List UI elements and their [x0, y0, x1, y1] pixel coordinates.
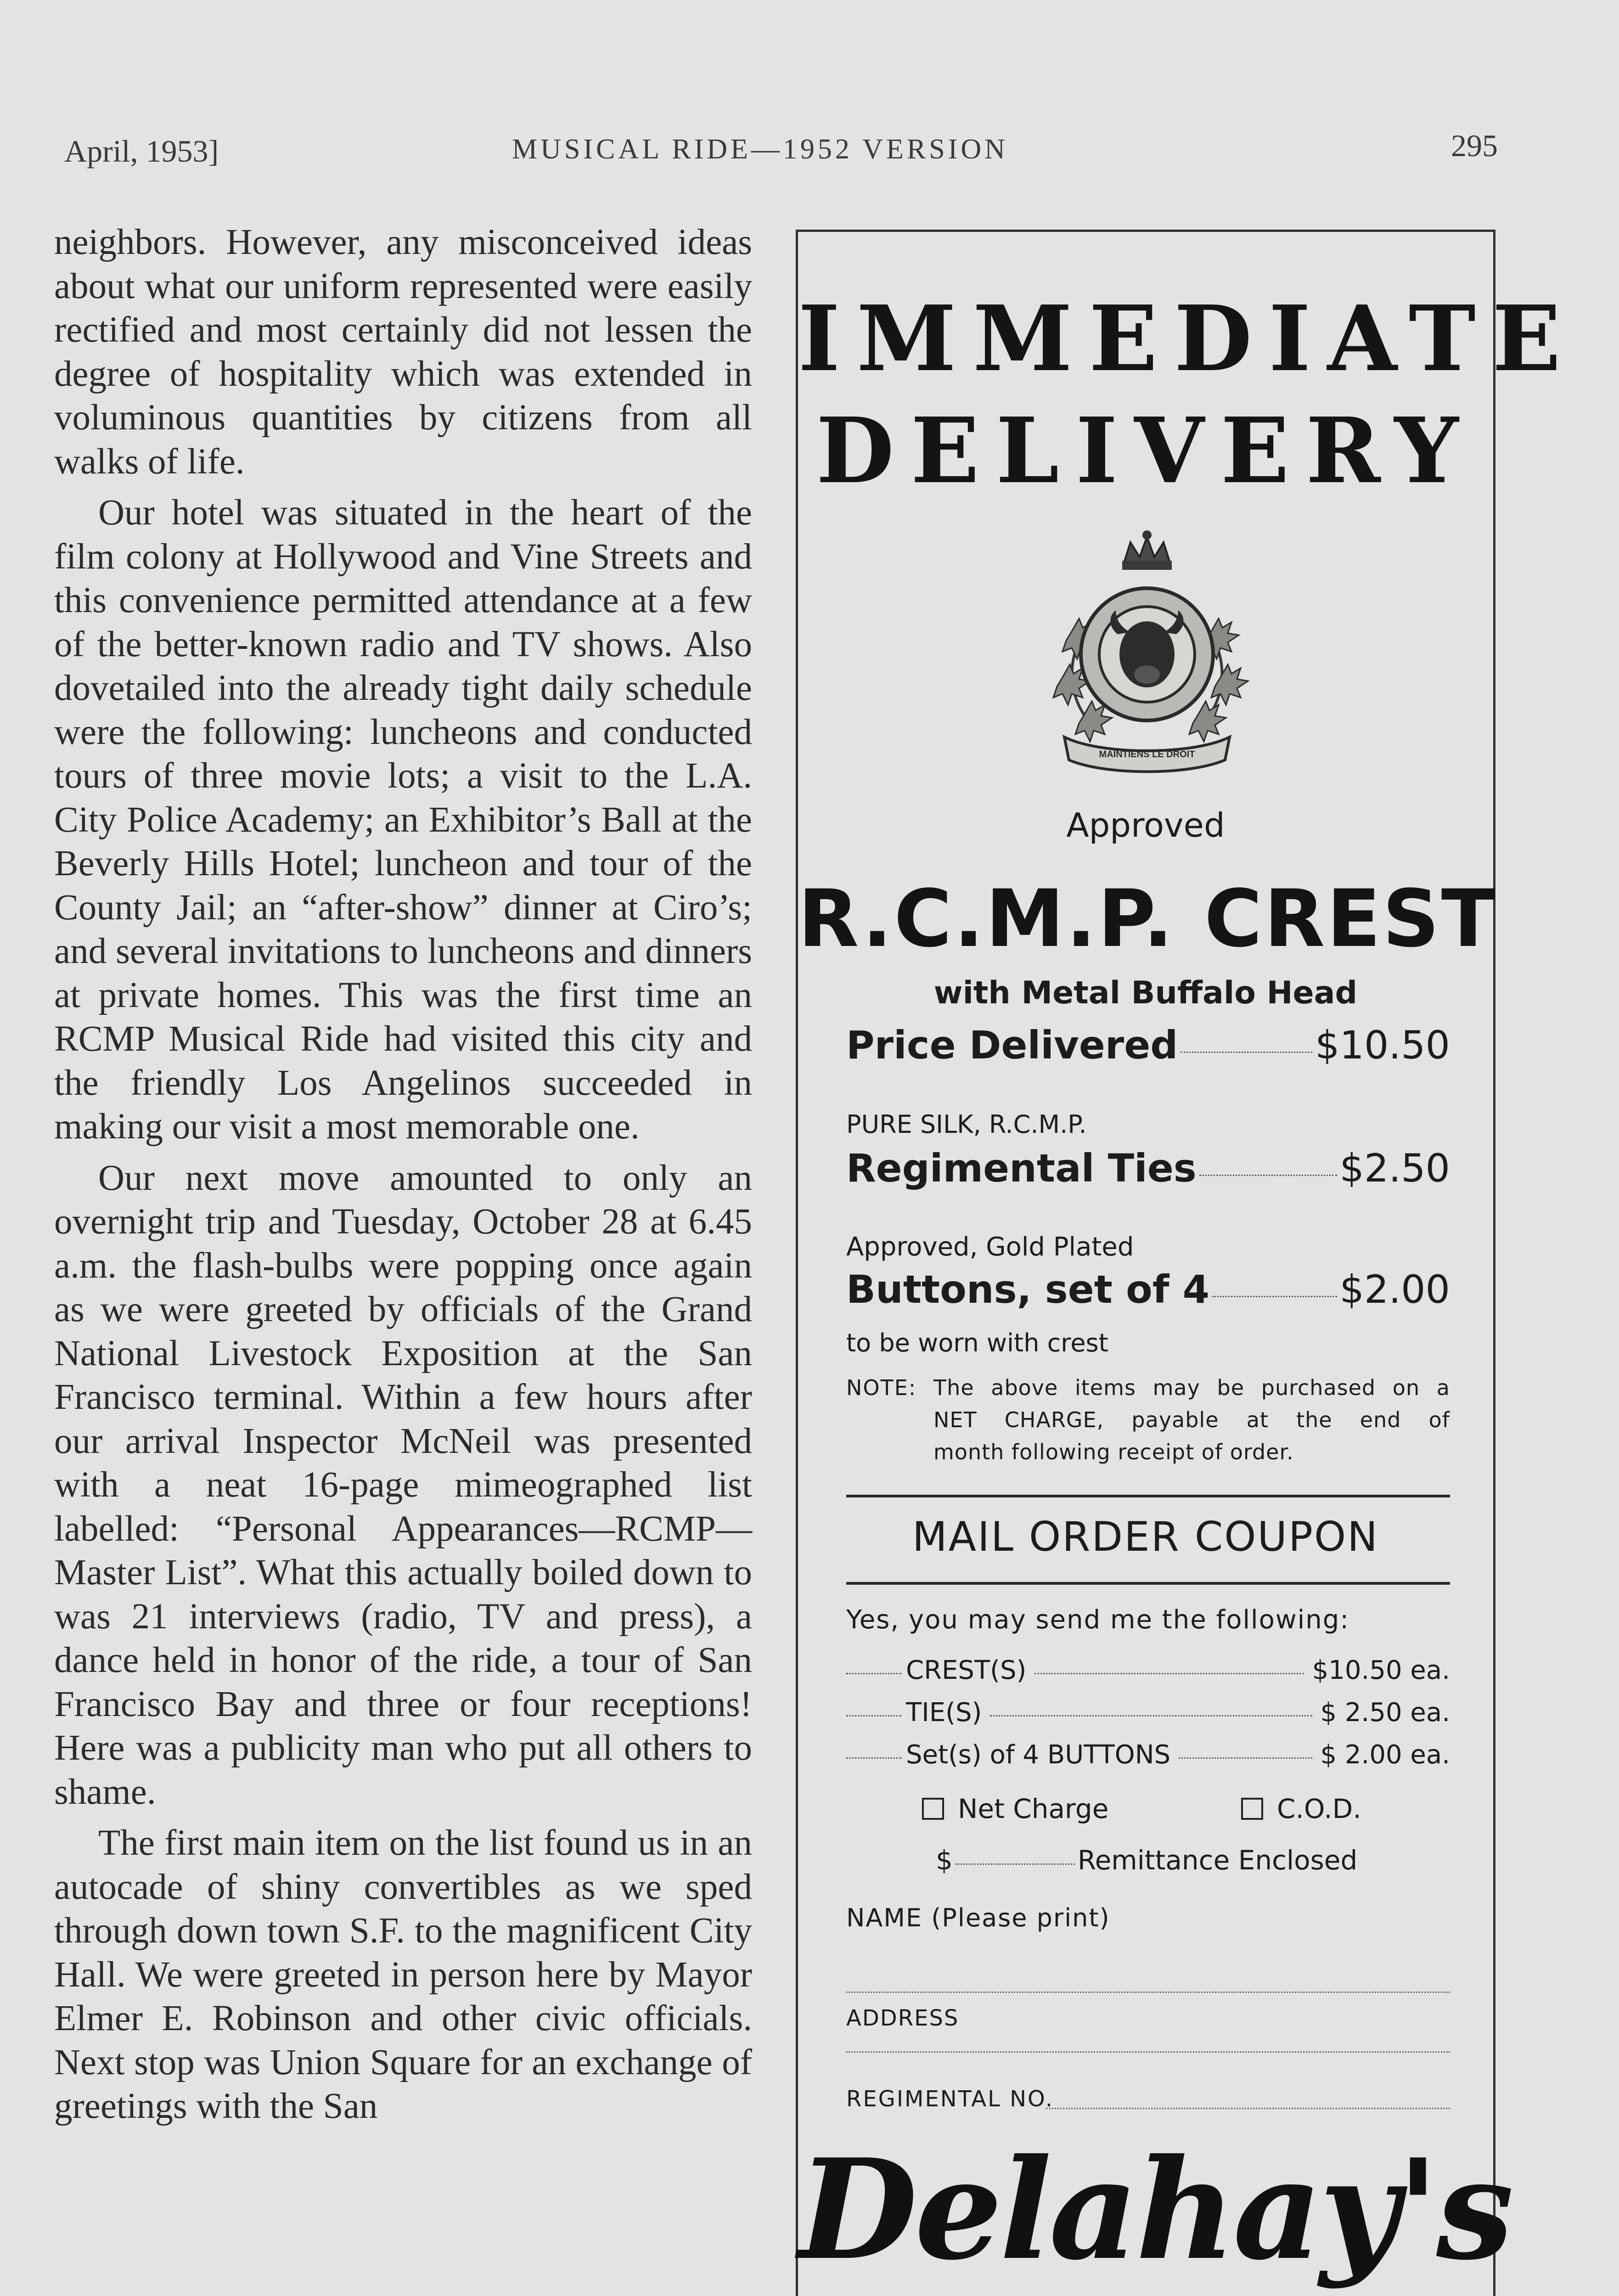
ad-headline-delivery: DELIVERY — [816, 398, 1475, 504]
buttons-sub: to be worn with crest — [846, 1328, 1108, 1357]
remittance-row[interactable] — [936, 1845, 1357, 1876]
dollar-sign: $ — [936, 1845, 953, 1876]
cod-option[interactable] — [1241, 1793, 1361, 1824]
coupon-top-rule — [846, 1495, 1450, 1497]
order-item-price: $ 2.50 ea. — [1320, 1698, 1450, 1728]
note-label: NOTE: — [846, 1375, 917, 1400]
ties-value: $2.50 — [1339, 1146, 1450, 1191]
order-item-label: Set(s) of 4 BUTTONS — [906, 1740, 1171, 1770]
advertisement — [796, 230, 1578, 2296]
order-item-price: $ 2.00 ea. — [1320, 1740, 1450, 1770]
quantity-blank[interactable] — [846, 1715, 901, 1716]
article-paragraph: neighbors. However, any misconceived ideas about what our uniform represented were easily rectified and most certainly did not lessen the degree of hospitality which was extended in voluminous quantities by citizens from all walks of life. — [54, 222, 752, 482]
dotted-leader — [1179, 1757, 1312, 1759]
dotted-leader — [1034, 1673, 1304, 1674]
ties-note: PURE SILK, R.C.M.P. — [846, 1110, 1087, 1139]
order-row-tie[interactable] — [846, 1698, 1450, 1728]
quantity-blank[interactable] — [846, 1673, 901, 1674]
remittance-label: Remittance Enclosed — [1077, 1845, 1358, 1876]
delahays-logo: Delahay's — [798, 2128, 1511, 2290]
net-charge-option[interactable] — [922, 1793, 1108, 1824]
quantity-blank[interactable] — [846, 1757, 901, 1759]
cod-label: C.O.D. — [1277, 1793, 1361, 1824]
regimental-label: REGIMENTAL NO. — [846, 2086, 1054, 2112]
ties-row — [846, 1146, 1450, 1191]
dotted-leader — [1181, 1052, 1312, 1053]
price-delivered-value: $10.50 — [1315, 1023, 1450, 1068]
article-column — [54, 220, 752, 2136]
rcmp-crest-icon — [1028, 526, 1266, 783]
coupon-title: MAIL ORDER COUPON — [912, 1513, 1379, 1560]
note-line-1: The above items may be purchased on a — [933, 1375, 1450, 1400]
running-header-title: MUSICAL RIDE—1952 VERSION — [512, 134, 1008, 165]
dotted-leader — [990, 1715, 1312, 1716]
name-label: NAME (Please print) — [846, 1903, 1110, 1932]
coupon-intro: Yes, you may send me the following: — [846, 1605, 1350, 1635]
product-subtitle: with Metal Buffalo Head — [933, 975, 1358, 1011]
dotted-leader — [1199, 1175, 1337, 1176]
page-number: 295 — [1451, 128, 1498, 163]
buttons-note: Approved, Gold Plated — [846, 1232, 1134, 1262]
article-paragraph: The first main item on the list found us in an autocade of shiny convertibles as we sped through down town S.F. to the magnificent City Hall. We were greeted in person here by Mayor Elmer E. Robinson and other civic officials. Next stop was Union Square for an exchange of greetings with the San — [54, 1823, 752, 2126]
name-field[interactable] — [846, 1992, 1450, 1993]
article-paragraph: Our hotel was situated in the heart of the film colony at Hollywood and Vine Streets and this convenience permitted attendance at a few of the better-known radio and TV shows. Also dovetailed into the already tight daily schedule were the following: luncheons and conducted tours of three movie lots; a visit to the L.A. City Police Academy; an Exhibitor’s Ball at the Beverly Hills Hotel; luncheon and tour of the County Jail; an “after-show” dinner at Ciro’s; and several invitations to luncheons and dinners at private homes. This was the first time an RCMP Musical Ride had visited this city and the friendly Los Angelinos succeeded in making our visit a most memorable one. — [54, 493, 752, 1147]
note-line-2: NET CHARGE, payable at the end of — [933, 1407, 1450, 1432]
order-row-buttons[interactable] — [846, 1740, 1450, 1770]
net-charge-checkbox[interactable] — [922, 1798, 944, 1820]
remittance-amount-blank[interactable] — [956, 1863, 1075, 1865]
crest-motto: MAINTIENS LE DROIT — [1099, 749, 1195, 760]
price-delivered-label: Price Delivered — [846, 1023, 1178, 1068]
regimental-field[interactable] — [1046, 2108, 1450, 2109]
buttons-value: $2.00 — [1339, 1267, 1450, 1312]
ad-headline-immediate: IMMEDIATE — [798, 286, 1578, 392]
price-delivered-row — [846, 1023, 1450, 1068]
order-item-label: CREST(S) — [906, 1655, 1027, 1685]
buttons-row — [846, 1267, 1450, 1312]
order-row-crest[interactable] — [846, 1655, 1450, 1685]
product-title: R.C.M.P. CREST — [798, 872, 1497, 965]
address-label: ADDRESS — [846, 2005, 959, 2031]
ties-label: Regimental Ties — [846, 1146, 1197, 1191]
coupon-bottom-rule — [846, 1582, 1450, 1585]
cod-checkbox[interactable] — [1241, 1798, 1263, 1820]
running-header-date: April, 1953] — [64, 134, 219, 169]
address-field[interactable] — [846, 2051, 1450, 2053]
approved-label: Approved — [1066, 806, 1225, 844]
net-charge-label: Net Charge — [958, 1793, 1109, 1824]
order-item-price: $10.50 ea. — [1312, 1655, 1450, 1685]
note-line-3: month following receipt of order. — [933, 1440, 1294, 1464]
article-paragraph: Our next move amounted to only an overnight trip and Tuesday, October 28 at 6.45 a.m. the flash-bulbs were popping once again as we were greeted by officials of the Grand National Livestock Exposition at the San Francisco terminal. Within a few hours after our arrival Inspector McNeil was presented with a neat 16-page mimeographed list labelled: “Personal Appearances—RCMP—Master List”. What this actually boiled down to was 21 interviews (radio, TV and press), a dance held in honor of the ride, a tour of San Francisco Bay and three or four receptions! Here was a publicity man who put all others to shame. — [54, 1158, 752, 1812]
dotted-leader — [1212, 1296, 1337, 1297]
buttons-label: Buttons, set of 4 — [846, 1267, 1210, 1312]
order-item-label: TIE(S) — [906, 1698, 982, 1728]
